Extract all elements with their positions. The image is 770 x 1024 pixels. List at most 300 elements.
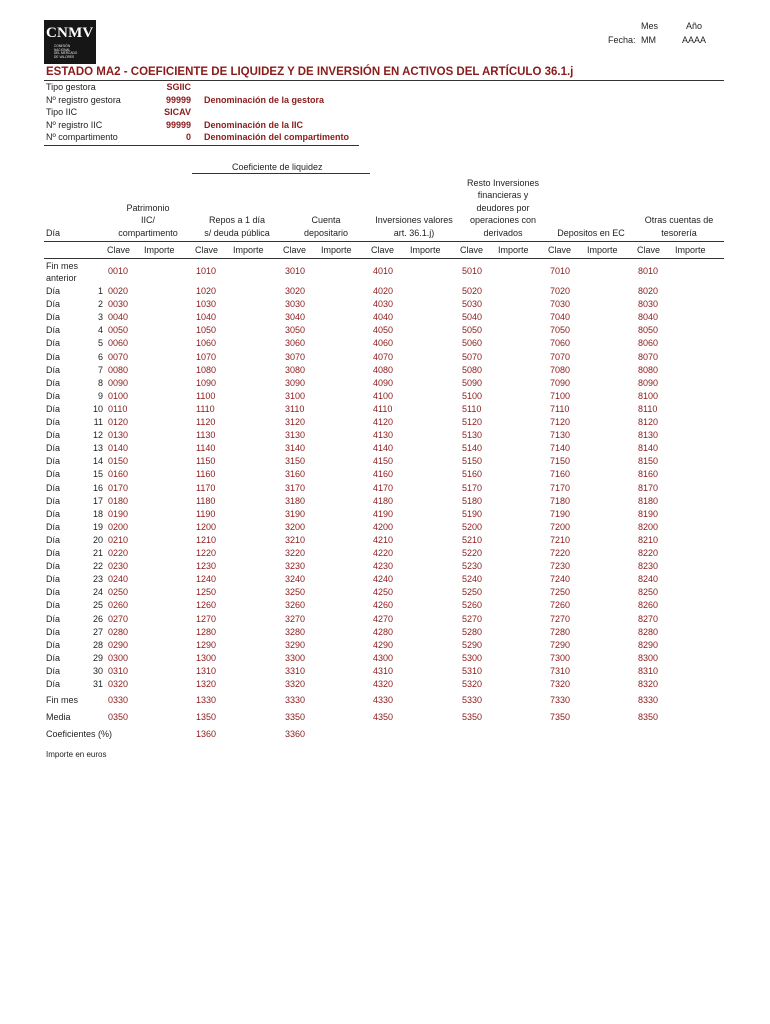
row-day-number: 7 [97,364,103,375]
clave-code: 4120 [373,417,394,427]
clave-code: 1070 [196,351,217,362]
clave-code: 3040 [285,312,306,323]
clave-code: 3110 [285,403,305,414]
clave-code: 7280 [550,626,571,637]
clave-code: 7170 [550,482,571,493]
col-header-depositos-line: Depositos en EC [557,227,625,238]
table-row [0,509,770,522]
clave-code: 5260 [462,600,483,611]
row-day-number: 11 [93,417,103,427]
clave-code: 4290 [373,639,394,650]
row-label: Día [46,312,61,323]
col-header-resto-line: financieras y [477,190,529,200]
row-label: Día [46,600,61,611]
clave-code: 4070 [373,351,394,362]
clave-code: 1120 [196,417,216,427]
clave-code: 0080 [108,364,129,375]
clave-code: 5210 [462,534,483,545]
col-header-patrimonio-line: IIC/ [140,215,155,225]
clave-code: 0250 [108,587,129,598]
clave-code: 7310 [550,665,571,676]
clave-code: 4270 [373,613,394,624]
info-value: 0 [185,132,191,142]
clave-code: 0260 [108,600,129,611]
clave-code: 3350 [285,712,306,722]
clave-code: 0110 [108,403,128,414]
info-denomination: Denominación del compartimento [204,132,350,142]
row-label: Día [46,495,61,506]
clave-code: 8080 [638,364,659,375]
clave-code: 7090 [550,377,571,388]
clave-code: 0120 [108,417,129,427]
row-day-number: 9 [97,390,103,401]
clave-code: 5240 [462,574,483,585]
footer-note: Importe en euros [46,750,107,759]
subheader-clave: Clave [637,245,661,255]
clave-code: 5290 [462,639,483,650]
row-day-number: 24 [92,587,103,598]
clave-code: 8300 [638,652,659,663]
clave-code: 1180 [196,495,216,506]
clave-code: 1220 [196,548,217,558]
clave-code: 5030 [462,299,483,310]
row-day-number: 12 [92,430,103,441]
clave-code: 1290 [196,639,217,650]
row-label: Día [46,482,61,493]
clave-code: 1330 [196,695,217,705]
logo-subtext-3: DEL MERCADO [54,51,78,56]
table-row [0,640,770,653]
clave-code: 0070 [108,351,129,362]
clave-code: 0130 [108,430,129,441]
subheader-rule [44,258,724,259]
clave-code: 0050 [108,325,129,336]
subheader-clave: Clave [371,245,395,255]
clave-code: 1350 [196,712,217,722]
table-row [0,352,770,365]
row-day-number: 10 [92,403,103,414]
clave-code: 7250 [550,587,571,598]
clave-code: 1080 [196,364,217,375]
clave-code: 3190 [285,508,306,519]
clave-code: 1030 [196,299,217,310]
clave-code: 1140 [196,443,216,454]
clave-code: 1050 [196,325,217,336]
clave-code: 7120 [550,417,571,427]
subheader-importe: Importe [587,245,618,255]
row-label: Fin mes [46,695,79,705]
col-header-resto-line: derivados [483,227,523,238]
logo-text: CNMV [46,25,94,41]
clave-code: 8120 [638,417,659,427]
clave-code: 4320 [373,679,394,689]
clave-code: 8190 [638,508,659,519]
row-day-number: 19 [92,521,103,532]
row-label: Día [46,430,61,441]
clave-code: 4050 [373,325,394,336]
clave-code: 1260 [196,600,217,611]
col-header-otras [624,214,734,239]
clave-code: 7150 [550,456,571,467]
table-row [0,496,770,509]
clave-code: 8310 [638,665,659,676]
clave-code: 4130 [373,430,394,441]
info-value: SICAV [164,107,191,117]
row-day-number: 15 [92,469,103,480]
clave-code: 1170 [196,482,216,493]
clave-code: 7130 [550,430,571,441]
clave-code: 7030 [550,299,571,310]
clave-code: 7040 [550,312,571,323]
clave-code: 5270 [462,613,483,624]
clave-code: 7100 [550,390,571,401]
row-day-number: 8 [97,377,103,388]
clave-code: 4200 [373,521,394,532]
clave-code: 0220 [108,548,129,558]
table-row [0,483,770,496]
clave-code: 0330 [108,695,129,705]
clave-code: 8130 [638,430,659,441]
clave-code: 5320 [462,679,483,689]
clave-code: 7290 [550,639,571,650]
table-row [0,378,770,391]
table-row [0,535,770,548]
clave-code: 7050 [550,325,571,336]
info-value: 99999 [165,119,191,130]
logo-subtext-1: COMISIÓN [54,44,71,48]
clave-code: 5230 [462,561,483,572]
col-header-patrimonio-line: compartimento [118,227,178,238]
clave-code: 0170 [108,482,129,493]
row-day-number: 4 [97,325,103,336]
clave-code: 3050 [285,325,306,336]
col-header-dia: Día [46,228,61,238]
row-label: Fin mes anterior [46,261,79,283]
clave-code: 7190 [550,508,571,519]
clave-code: 1280 [196,626,217,637]
row-day-number: 13 [92,443,103,454]
table-row [0,261,770,283]
clave-code: 3160 [285,469,306,480]
clave-code: 4250 [373,587,394,598]
clave-code: 8050 [638,325,659,336]
table-row [0,312,770,325]
row-label: Día [46,626,61,637]
clave-code: 4180 [373,495,394,506]
table-row [0,391,770,404]
clave-code: 8160 [638,469,659,480]
table-row [0,695,770,708]
clave-code: 4160 [373,469,394,480]
clave-code: 0060 [108,338,129,349]
clave-code: 3310 [285,665,306,676]
col-header-cuenta-line: depositario [303,227,349,238]
row-day-number: 30 [92,665,103,676]
clave-code: 7020 [550,286,571,296]
clave-code: 8240 [638,574,659,585]
clave-code: 1310 [196,665,217,676]
clave-code: 5170 [462,482,483,493]
clave-code: 4060 [373,338,394,349]
clave-code: 4080 [373,364,394,375]
table-row [0,299,770,312]
clave-code: 5120 [462,417,483,427]
clave-code: 5250 [462,587,483,598]
clave-code: 1300 [196,652,217,663]
row-label: Día [46,521,61,532]
subheader-clave: Clave [107,245,131,255]
clave-code: 7070 [550,351,571,362]
clave-code: 0010 [108,266,129,276]
clave-code: 0040 [108,312,129,323]
clave-code: 8090 [638,377,659,388]
clave-code: 0180 [108,495,129,506]
clave-code: 7350 [550,712,571,722]
clave-code: 5090 [462,377,483,388]
table-row [0,614,770,627]
clave-code: 1040 [196,312,217,323]
row-day-number: 27 [92,626,103,637]
clave-code: 3270 [285,613,306,624]
clave-code: 7160 [550,469,571,480]
clave-code: 5060 [462,338,483,349]
subheader-importe: Importe [144,245,175,255]
clave-code: 4310 [373,665,394,676]
clave-code: 7240 [550,574,571,585]
clave-code: 7330 [550,695,571,705]
clave-code: 3290 [285,639,306,650]
row-day-number: 14 [92,456,103,467]
cnmv-logo [44,20,96,64]
clave-code: 7180 [550,495,571,506]
clave-code: 1320 [196,679,217,689]
row-label: Día [46,351,61,362]
clave-code: 5010 [462,266,483,276]
info-label: Nº compartimento [46,132,118,142]
clave-code: 0290 [108,639,129,650]
row-day-number: 21 [92,548,103,558]
clave-code: 7060 [550,338,571,349]
clave-code: 3240 [285,574,306,585]
clave-code: 5300 [462,652,483,663]
clave-code: 1250 [196,587,217,598]
clave-code: 4170 [373,482,394,493]
clave-code: 3200 [285,521,306,532]
col-header-otras-line: tesorería [661,227,697,238]
clave-code: 5200 [462,521,483,532]
clave-code: 4110 [373,403,393,414]
table-row [0,712,770,725]
row-label: Día [46,639,61,650]
clave-code: 4090 [373,377,394,388]
table-row [0,561,770,574]
clave-code: 7300 [550,652,571,663]
table-row [0,365,770,378]
table-row [0,456,770,469]
clave-code: 3070 [285,351,306,362]
clave-code: 0280 [108,626,129,637]
clave-code: 8180 [638,495,659,506]
clave-code: 7210 [550,534,571,545]
row-label: Día [46,613,61,624]
table-row [0,430,770,443]
clave-code: 8350 [638,712,659,722]
logo-subtext-4: DE VALORES [54,54,75,59]
table-row [0,522,770,535]
row-label: Día [46,364,61,375]
subheader-importe: Importe [410,245,441,255]
clave-code: 3260 [285,600,306,611]
row-day-number: 2 [97,299,103,310]
clave-code: 0350 [108,712,129,722]
logo-subtext-2: NACIONAL [54,47,71,52]
clave-code: 8140 [638,443,659,454]
clave-code: 3140 [285,443,306,454]
clave-code: 0200 [108,521,129,532]
clave-code: 8070 [638,351,659,362]
row-label: Día [46,417,61,427]
clave-code: 5160 [462,469,483,480]
table-row [0,443,770,456]
clave-code: 5020 [462,286,483,296]
mes-label: Mes [641,21,659,31]
page-title: ESTADO MA2 - COEFICIENTE DE LIQUIDEZ Y DE INVERSIÓN EN ACTIVOS DEL ARTÍCULO 36.1.j [46,66,574,78]
clave-code: 3360 [285,729,306,739]
row-label: Día [46,561,61,572]
clave-code: 5280 [462,626,483,637]
row-label: Día [46,390,61,401]
clave-code: 8280 [638,626,659,637]
col-header-repos-line: s/ deuda pública [204,227,270,238]
fecha-label: Fecha: [608,35,636,45]
subheader-clave: Clave [460,245,484,255]
clave-code: 4210 [373,534,394,545]
subheader-clave: Clave [548,245,572,255]
clave-code: 1060 [196,338,217,349]
row-label: Día [46,587,61,598]
row-label: Día [46,665,61,676]
clave-code: 1090 [196,377,217,388]
clave-code: 4040 [373,312,394,323]
table-row [0,548,770,561]
clave-code: 0100 [108,390,129,401]
row-day-number: 20 [92,534,103,545]
clave-code: 0320 [108,679,129,689]
row-day-number: 18 [92,508,103,519]
clave-code: 8110 [638,403,658,414]
row-label: Día [46,456,61,467]
group-header: Coeficiente de liquidez [232,162,323,172]
info-value: 99999 [165,94,191,105]
info-denomination: Denominación de la gestora [204,94,325,105]
clave-code: 4350 [373,712,394,722]
clave-code: 4260 [373,600,394,611]
clave-code: 8260 [638,600,659,611]
clave-code: 7080 [550,364,571,375]
info-denomination: Denominación de la IIC [204,119,304,130]
clave-code: 1270 [196,613,217,624]
row-day-number: 28 [92,639,103,650]
clave-code: 3100 [285,390,306,401]
table-row [0,469,770,482]
clave-code: 5140 [462,443,483,454]
table-row [0,404,770,417]
clave-code: 7110 [550,403,570,414]
col-header-cuenta-line: Cuenta [311,215,341,225]
clave-code: 0210 [108,534,129,545]
clave-code: 3030 [285,299,306,310]
row-label: Día [46,377,61,388]
col-header-patrimonio-line: Patrimonio [126,202,170,213]
clave-code: 1240 [196,574,217,585]
clave-code: 4140 [373,443,394,454]
row-label: Día [46,652,61,663]
clave-code: 8010 [638,266,659,276]
clave-code: 8210 [638,534,659,545]
clave-code: 5080 [462,364,483,375]
row-label: Día [46,548,61,558]
row-label: Día [46,574,61,585]
row-label: Día [46,286,61,296]
clave-code: 5220 [462,548,483,558]
clave-code: 5130 [462,430,483,441]
clave-code: 3150 [285,456,306,467]
clave-code: 3280 [285,626,306,637]
table-row [0,338,770,351]
row-day-number: 25 [92,600,103,611]
row-day-number: 3 [97,312,103,323]
clave-code: 1230 [196,561,217,572]
clave-code: 3020 [285,286,306,296]
clave-code: 5110 [462,403,482,414]
clave-code: 4240 [373,574,394,585]
row-day-number: 31 [92,679,103,689]
row-label: Día [46,469,61,480]
clave-code: 8220 [638,548,659,558]
clave-code: 1210 [196,534,217,545]
clave-code: 3080 [285,364,306,375]
clave-code: 5330 [462,695,483,705]
anio-label: Año [686,21,703,31]
clave-code: 8320 [638,679,659,689]
clave-code: 3220 [285,548,306,558]
table-row [0,600,770,613]
row-day-number: 16 [92,482,103,493]
clave-code: 8030 [638,299,659,310]
clave-code: 5100 [462,390,483,401]
clave-code: 4150 [373,456,394,467]
row-label: Día [46,534,61,545]
clave-code: 5040 [462,312,483,323]
clave-code: 1020 [196,286,217,296]
info-label: Tipo IIC [46,107,78,117]
clave-code: 4330 [373,695,394,705]
clave-code: 1100 [196,390,216,401]
clave-code: 5310 [462,665,483,676]
clave-code: 4100 [373,390,394,401]
row-label: Media [46,712,71,722]
clave-code: 7270 [550,613,571,624]
table-row [0,627,770,640]
clave-code: 1010 [196,266,217,276]
table-row [0,325,770,338]
row-day-number: 22 [92,561,103,572]
clave-code: 3010 [285,266,306,276]
clave-code: 8150 [638,456,659,467]
clave-code: 0140 [108,443,129,454]
clave-code: 4230 [373,561,394,572]
table-row [0,417,770,430]
